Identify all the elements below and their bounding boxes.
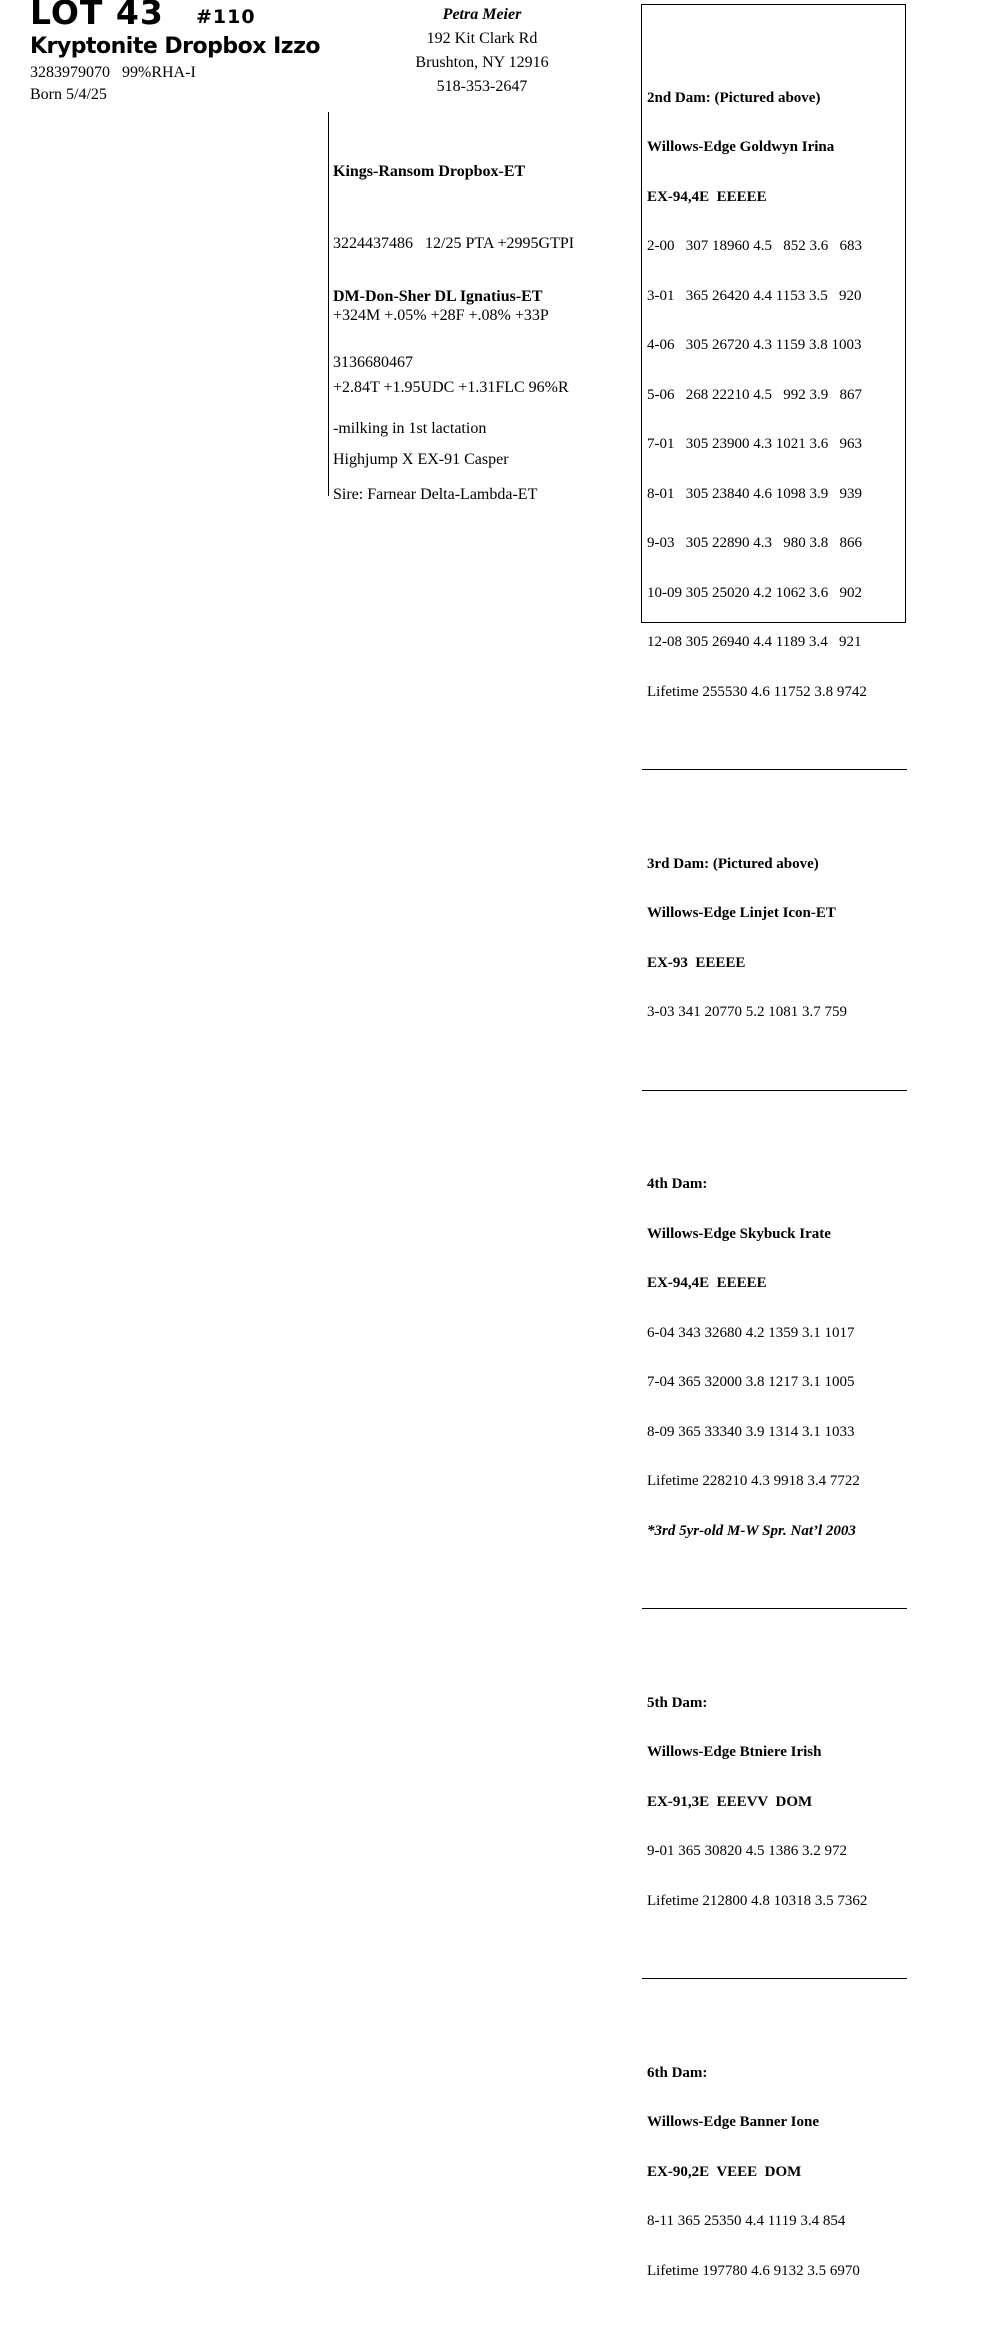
production-record: 3-01 365 26420 4.4 1153 3.5 920 [647, 287, 862, 304]
dam-block [333, 242, 543, 528]
sire-line: 3224437486 12/25 PTA +2995GTPI [333, 235, 575, 252]
consignor-address-line2: Brushton, NY 12916 [415, 54, 549, 71]
ancestor-name: Willows-Edge Banner Ione [647, 2114, 819, 2130]
sire-name: Kings-Ransom Dropbox-ET [333, 163, 526, 180]
production-record: 12-08 305 26940 4.4 1189 3.4 921 [647, 634, 862, 650]
ancestor-heading: 6th Dam: [647, 2064, 708, 2081]
production-record: 6-04 343 32680 4.2 1359 3.1 1017 [647, 1324, 855, 1341]
consignor-phone: 518-353-2647 [436, 78, 528, 95]
dam-name: DM-Don-Sher DL Ignatius-ET [333, 288, 543, 305]
dam-line: Sire: Farnear Delta-Lambda-ET [333, 486, 538, 503]
animal-name: Kryptonite Dropbox Izzo [30, 34, 321, 59]
ancestor-section [647, 1143, 905, 1572]
production-record: 8-09 365 33340 3.9 1314 3.1 1033 [647, 1423, 855, 1440]
section-divider [642, 1608, 907, 1609]
production-record: 7-01 305 23900 4.3 1021 3.6 963 [647, 436, 862, 452]
ancestor-section [647, 57, 905, 734]
ancestor-section [647, 2032, 905, 2313]
ancestor-classification: EX-93 EEEEE [647, 954, 746, 971]
production-record: 9-03 305 22890 4.3 980 3.8 866 [647, 535, 862, 551]
consignor-name: Petra Meier [442, 6, 522, 23]
production-record: 10-09 305 25020 4.2 1062 3.6 902 [647, 584, 862, 601]
production-record: 2-00 307 18960 4.5 852 3.6 683 [647, 238, 862, 254]
ancestor-classification: EX-91,3E EEEVV DOM [647, 1793, 813, 1810]
maternal-pedigree-box [641, 4, 906, 2279]
ancestor-heading: 5th Dam: [647, 1694, 708, 1711]
sire-line: +2.84T +1.95UDC +1.31FLC 96%R [333, 379, 569, 396]
ancestor-name: Willows-Edge Skybuck Irate [647, 1225, 831, 1242]
production-record: Lifetime 197780 4.6 9132 3.5 6970 [647, 2262, 860, 2279]
ancestor-note: *3rd 5yr-old M-W Spr. Nat’l 2003 [647, 1522, 856, 1539]
ancestor-heading: 2nd Dam: (Pictured above) [647, 89, 821, 106]
ancestor-name: Willows-Edge Btniere Irish [647, 1744, 822, 1760]
lot-number: #110 [196, 6, 256, 28]
consignor-block [368, 3, 596, 99]
production-record: Lifetime 255530 4.6 11752 3.8 9742 [647, 683, 867, 700]
birth-date: Born 5/4/25 [30, 86, 107, 103]
consignor-address-line1: 192 Kit Clark Rd [426, 30, 538, 47]
dam-line: -milking in 1st lactation [333, 420, 487, 437]
ancestor-classification: EX-94,4E EEEEE [647, 1275, 767, 1291]
ancestor-section [647, 823, 905, 1054]
ancestor-classification: EX-90,2E VEEE DOM [647, 2163, 802, 2180]
production-record: 4-06 305 26720 4.3 1159 3.8 1003 [647, 337, 862, 353]
production-record: 8-01 305 23840 4.6 1098 3.9 939 [647, 485, 862, 502]
ancestor-name: Willows-Edge Goldwyn Irina [647, 139, 835, 155]
sire-line: +324M +.05% +28F +.08% +33P [333, 307, 549, 324]
registration-line: 3283979070 99%RHA-I [30, 64, 196, 81]
section-divider [642, 1090, 907, 1091]
production-record: Lifetime 212800 4.8 10318 3.5 7362 [647, 1892, 868, 1909]
lot-title: LOT 43 [30, 0, 164, 32]
section-divider [642, 769, 907, 770]
ancestor-classification: EX-94,4E EEEEE [647, 188, 767, 205]
dam-line: 3136680467 [333, 354, 413, 371]
production-record: 5-06 268 22210 4.5 992 3.9 867 [647, 386, 862, 403]
production-record: 3-03 341 20770 5.2 1081 3.7 759 [647, 1004, 847, 1020]
ancestor-heading: 3rd Dam: (Pictured above) [647, 855, 819, 872]
production-record: Lifetime 228210 4.3 9918 3.4 7722 [647, 1473, 860, 1489]
ancestor-section [647, 1662, 905, 1943]
production-record: 7-04 365 32000 3.8 1217 3.1 1005 [647, 1374, 855, 1390]
ancestor-heading: 4th Dam: [647, 1176, 708, 1192]
production-record: 9-01 365 30820 4.5 1386 3.2 972 [647, 1843, 847, 1859]
section-divider [642, 1978, 907, 1979]
production-record: 8-11 365 25350 4.4 1119 3.4 854 [647, 2213, 846, 2229]
ancestor-name: Willows-Edge Linjet Icon-ET [647, 905, 836, 921]
sire-line: Highjump X EX-91 Casper [333, 451, 509, 468]
